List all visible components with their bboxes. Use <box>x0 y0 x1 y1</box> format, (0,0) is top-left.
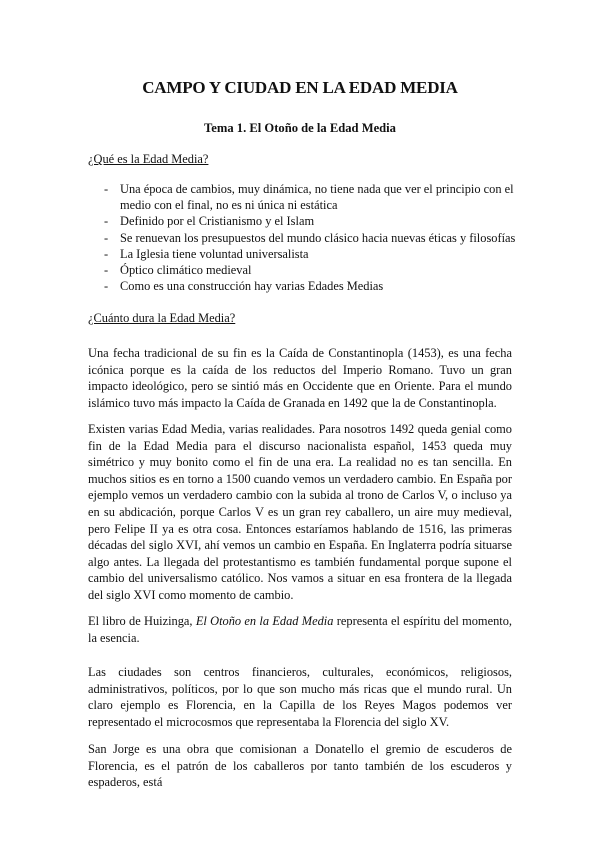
list-item: - Una época de cambios, muy dinámica, no tiene nada que ver el principio con el medio con el final, no es ni única ni estática <box>104 181 524 213</box>
section1-list <box>104 181 524 294</box>
book-title: El Otoño en la Edad Media <box>195 614 334 628</box>
huizinga-text-before: El libro de Huizinga, <box>88 614 196 628</box>
list-item: - Definido por el Cristianismo y el Islam <box>104 213 524 229</box>
paragraph-constantinopla: Una fecha tradicional de su fin es la Caída de Constantinopla (1453), es una fecha icónica porque es la caída de los reductos del Imperio Romano. Tuvo un gran impacto ideológico, pero se sintió más en Occidente que en Oriente. Para el mundo islámico tuvo más impacto la Caída de Granada en 1492 que la de Constantinopla. <box>88 346 512 410</box>
section-heading-cuanto-dura: ¿Cuánto dura la Edad Media? <box>88 311 236 325</box>
document-title: CAMPO Y CIUDAD EN LA EDAD MEDIA <box>142 78 458 97</box>
list-item: - Se renuevan los presupuestos del mundo clásico hacia nuevas éticas y filosofías <box>104 230 524 246</box>
list-item: - Como es una construcción hay varias Edades Medias <box>104 278 524 294</box>
paragraph-huizinga <box>88 613 512 646</box>
huizinga-text-after: representa el espíritu del momento, la esencia. <box>88 614 512 645</box>
list-item: - Óptico climático medieval <box>104 262 524 278</box>
list-item: - La Iglesia tiene voluntad universalista <box>104 246 524 262</box>
paragraph-ciudades: Las ciudades son centros financieros, culturales, económicos, religiosos, administrativos, políticos, por lo que son mucho más ricas que el mundo rural. Un claro ejemplo es Florencia, en la Capilla de los Reyes Magos podemos ver representado el microcosmos que representaba la Florencia del siglo XV. <box>88 665 512 729</box>
paragraph-varias-edades: Existen varias Edad Media, varias realidades. Para nosotros 1492 queda genial como fin de la Edad Media para el discurso nacionalista español, 1453 queda muy simétrico y muy bonito como el fin de una era. La realidad no es tan sencilla. En muchos sitios es en torno a 1500 cuando vemos un verdadero cambio. En España por ejemplo vemos un verdadero cambio con la subida al trono de Carlos V, o incluso ya en su abdicación, porque Carlos V es un gran rey caballero, un aire muy medieval, pero Felipe II ya es otra cosa. Entonces estaríamos hablando de 1516, las primeras décadas del siglo XVI, ahí vemos un cambio en España. En Inglaterra podría situarse algo antes. La llegada del protestantismo es también fundamental porque supone el cambio del universalismo católico. Nos vamos a situar en esa frontera de la llegada del siglo XVI como momento de cambio. <box>88 422 512 602</box>
section-heading-que-es: ¿Qué es la Edad Media? <box>88 152 209 166</box>
document-subtitle: Tema 1. El Otoño de la Edad Media <box>204 121 396 135</box>
paragraph-san-jorge: San Jorge es una obra que comisionan a Donatello el gremio de escuderos de Florencia, es el patrón de los caballeros por tanto también de los escuderos y espaderos, está <box>88 742 512 790</box>
